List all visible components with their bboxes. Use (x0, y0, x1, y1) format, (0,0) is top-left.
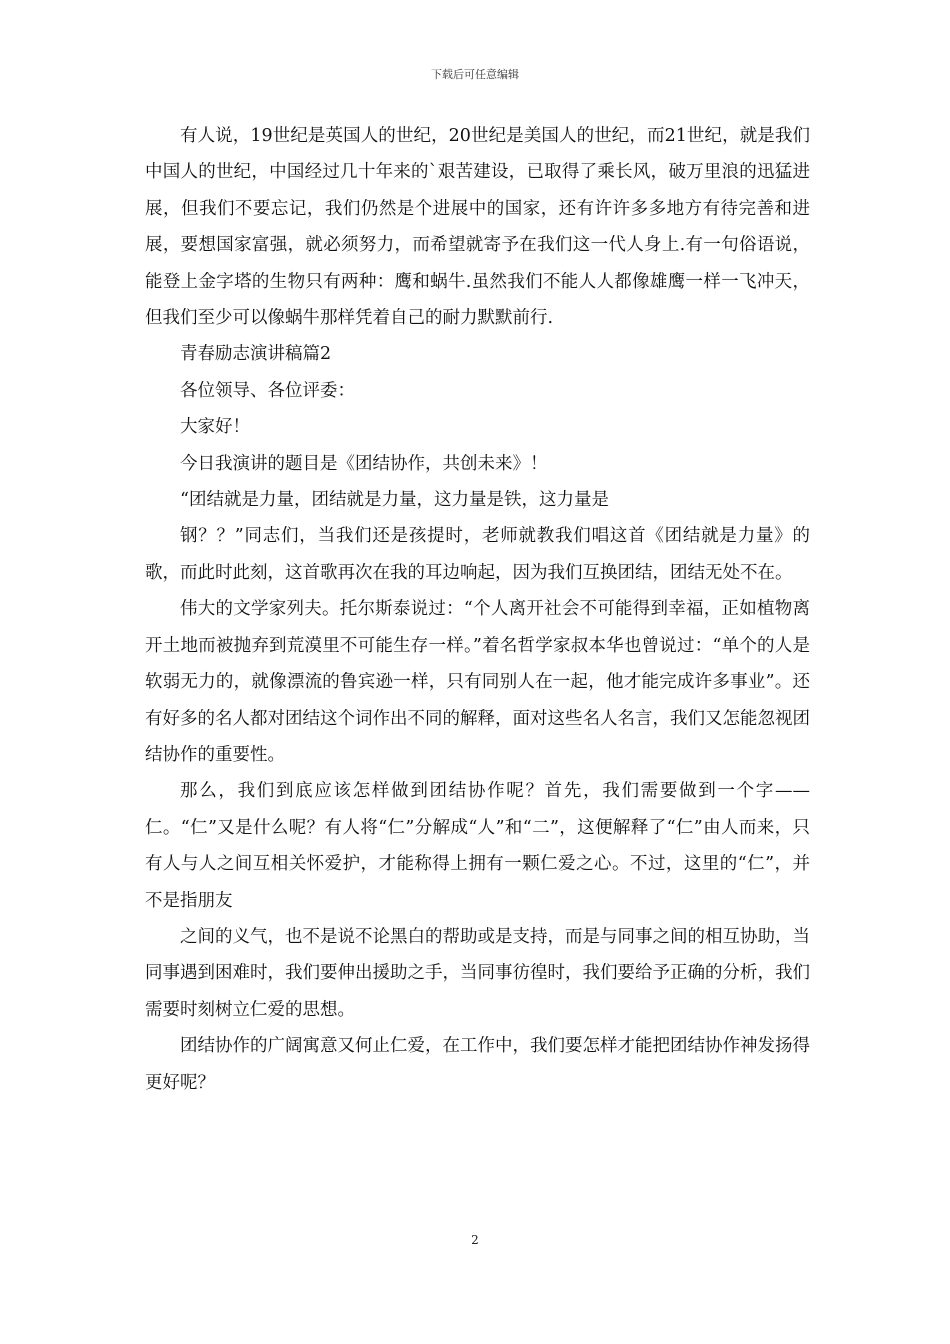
paragraph-colleagues: 之间的义气，也不是说不论黑白的帮助或是支持，而是与同事之间的相互协助，当同事遇到困难时，我们要伸出援助之手，当同事彷徨时，我们要给予正确的分析，我们需要时刻树立仁爱的思想。 (145, 926, 810, 1020)
speech-topic: 今日我演讲的题目是《团结协作，共创未来》！ (180, 453, 548, 474)
greeting: 大家好！ (180, 417, 250, 438)
paragraph-ren: 那么，我们到底应该怎样做到团结协作呢？首先，我们需要做到一个字——仁。“仁”又是什么呢？有人将“仁”分解成“人”和“二”，这便解释了“仁”由人而来，只有人与人之间互相关怀爱护，才能称得上拥有一颗仁爱之心。不过，这里的“仁”，并不是指朋友 (145, 781, 810, 911)
salutation: 各位领导、各位评委： (180, 380, 355, 401)
paragraph-song: 钢？？”同志们，当我们还是孩提时，老师就教我们唱这首《团结就是力量》的歌，而此时此刻，这首歌再次在我的耳边响起，因为我们互换团结，团结无处不在。 (145, 526, 810, 583)
page-number: 2 (471, 1233, 479, 1247)
section-title: 青春励志演讲稿篇2 (180, 344, 332, 365)
paragraph-quote-line: “团结就是力量，团结就是力量，这力量是铁，这力量是 (180, 490, 609, 511)
document-body (145, 118, 810, 1101)
paragraph-tolstoy: 伟大的文学家列夫。托尔斯泰说过：“个人离开社会不可能得到幸福，正如植物离开土地而被抛弃到荒漠里不可能生存一样。”着名哲学家叔本华也曾说过：“单个的人是软弱无力的，就像漂流的鲁宾逊一样，只有同别人在一起，他才能完成许多事业”。还有好多的名人都对团结这个词作出不同的解释，面对这些名人名言，我们又怎能忽视团结协作的重要性。 (145, 599, 810, 765)
paragraph-closing: 团结协作的广阔寓意又何止仁爱，在工作中，我们要怎样才能把团结协作神发扬得更好呢？ (145, 1036, 810, 1093)
paragraph-1: 有人说，19世纪是英国人的世纪，20世纪是美国人的世纪，而21世纪，就是我们中国人的世纪，中国经过几十年来的`艰苦建设，已取得了乘长风，破万里浪的迅猛进展，但我们不要忘记，我们仍然是个进展中的国家，还有许许多多地方有待完善和进展，要想国家富强，就必须努力，而希望就寄予在我们这一代人身上.有一句俗语说，能登上金字塔的生物只有两种：鹰和蜗牛.虽然我们不能人人都像雄鹰一样一飞冲天，但我们至少可以像蜗牛那样凭着自己的耐力默默前行. (145, 126, 810, 329)
page-header: 下载后可任意编辑 (431, 68, 519, 81)
